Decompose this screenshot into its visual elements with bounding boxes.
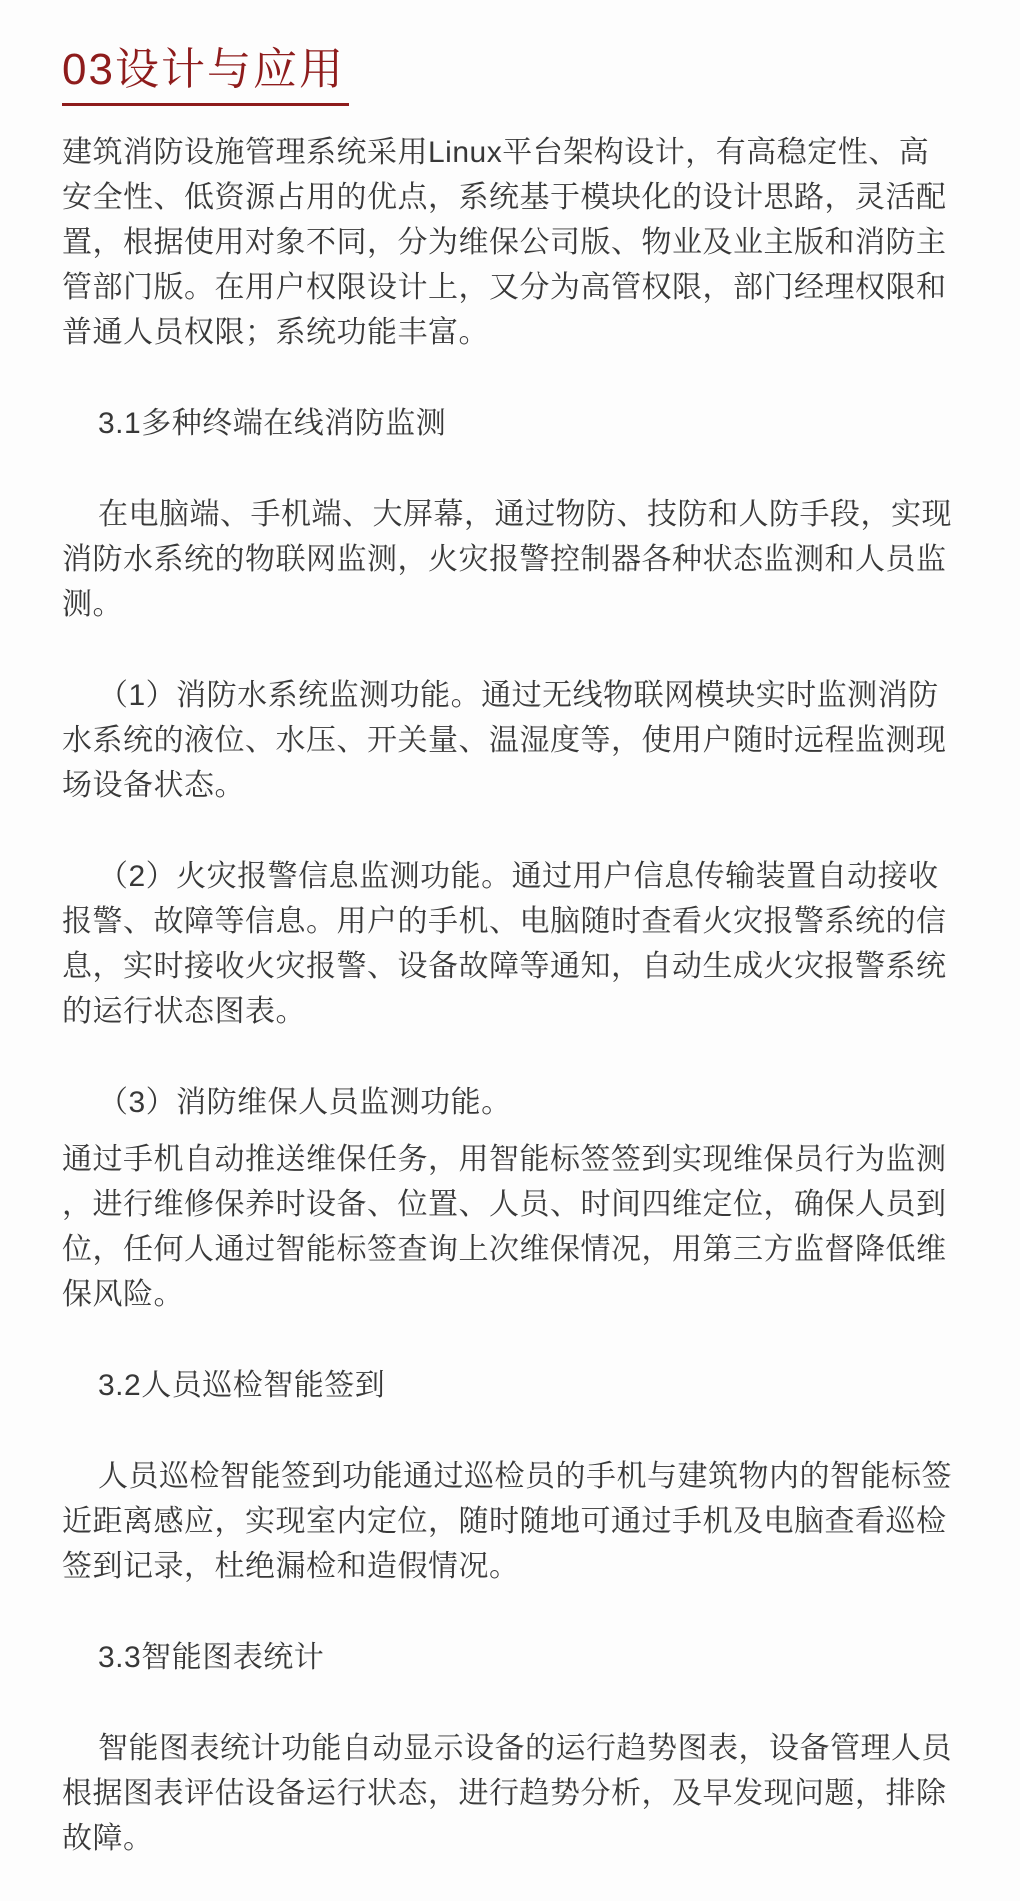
- section-3-3-heading: 3.3智能图表统计: [98, 1640, 325, 1674]
- section-3-1-item-2: （2）火灾报警信息监测功能。通过用户信息传输装置自动接收报警、故障等信息。用户的手机、电脑随时查看火灾报警系统的信息，实时接收火灾报警、设备故障等通知，自动生成火灾报警系统的运行状态图表。: [62, 859, 947, 1028]
- section-3-1-paragraph: 在电脑端、手机端、大屏幕，通过物防、技防和人防手段，实现消防水系统的物联网监测，火灾报警控制器各种状态监测和人员监测。: [62, 497, 952, 621]
- section-3-3-paragraph: 智能图表统计功能自动显示设备的运行趋势图表，设备管理人员根据图表评估设备运行状态，进行趋势分析，及早发现问题，排除故障。: [62, 1731, 952, 1855]
- section-3-1-item-1: （1）消防水系统监测功能。通过无线物联网模块实时监测消防水系统的液位、水压、开关量、温湿度等，使用户随时远程监测现场设备状态。: [62, 678, 947, 802]
- intro-paragraph: 建筑消防设施管理系统采用Linux平台架构设计，有高稳定性、高安全性、低资源占用的优点，系统基于模块化的设计思路，灵活配置，根据使用对象不同，分为维保公司版、物业及业主版和消防主管部门版。在用户权限设计上，又分为高管权限，部门经理权限和普通人员权限；系统功能丰富。: [62, 135, 947, 349]
- section-3-1-heading: 3.1多种终端在线消防监测: [98, 406, 447, 440]
- section-3-2-paragraph: 人员巡检智能签到功能通过巡检员的手机与建筑物内的智能标签近距离感应，实现室内定位，随时随地可通过手机及电脑查看巡检签到记录，杜绝漏检和造假情况。: [62, 1459, 952, 1583]
- page-title: 03设计与应用: [62, 44, 349, 106]
- section-3-2-heading: 3.2人员巡检智能签到: [98, 1368, 386, 1402]
- section-3-1-item-3-heading: （3）消防维保人员监测功能。: [98, 1085, 512, 1119]
- section-3-1-item-3-body: 通过手机自动推送维保任务，用智能标签签到实现维保员行为监测，进行维修保养时设备、位置、人员、时间四维定位，确保人员到位，任何人通过智能标签查询上次维保情况，用第三方监督降低维保风险。: [62, 1142, 947, 1311]
